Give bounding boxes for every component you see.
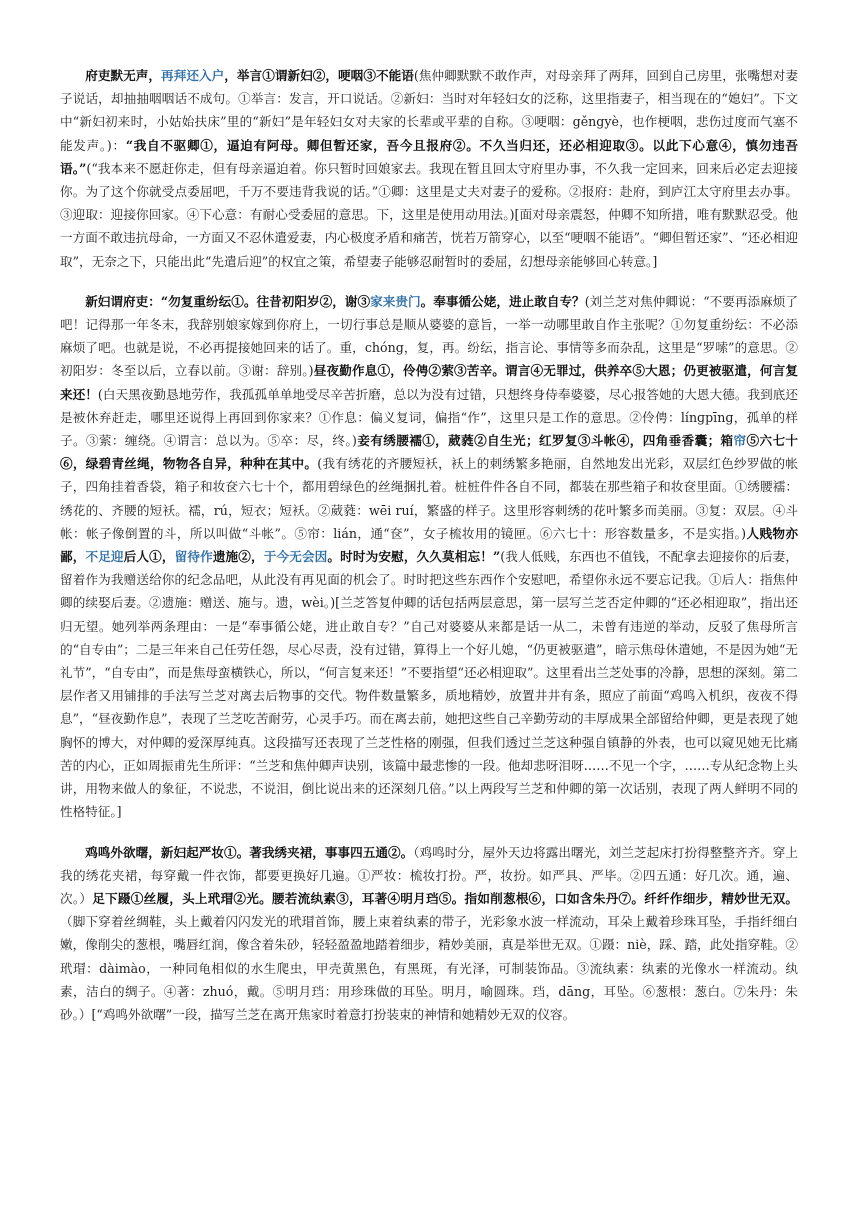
highlighted-phrase: 再拜还入户	[161, 68, 225, 83]
verse-text: ⑤六七十⑥，绿碧青丝绳，物物各自异，种种在其中。	[60, 433, 799, 472]
highlighted-phrase: 帘	[733, 433, 747, 449]
verse-text: 府吏默无声，	[85, 68, 162, 83]
annotation-text: (白天黑夜勤恳地劳作，我孤孤单单地受尽辛苦折磨，总以为没有过错，只想终身侍奉婆婆，尽心报答她的大恩大德。我到底还是被休弃赶走，哪里还说得上再回到你家来？①作息：偏义复词，偏指“作”，这里只是工作的意思。②伶俜：línɡpīnɡ，孤单的样子。③萦：缠绕。④谓言：总以为。⑤卒：尽，终。)	[60, 386, 798, 449]
verse-text: 鸡鸣外欲曙，新妇起严妆①。著我绣夹裙，事事四五通②。	[85, 844, 414, 860]
verse-text: 足下蹑①丝履，头上玳瑁②光。腰若流纨素③，耳著④明月珰⑤。指如削葱根⑥，口如含朱丹⑦。纤纤作细步，精妙世无双。	[92, 890, 799, 906]
annotation-text: (我人低贱，东西也不值钱，不配拿去迎接你的后妻，留着作为我赠送给你的纪念品吧，从此没有再见面的机会了。时时把这些东西作个安慰吧，希望你永远不要忘记我。①后人：指焦仲卿的续娶后妻。②遗施：赠送、施与。遗，wèi。)[兰芝答复仲卿的话包括两层意思，第一层写兰芝否定仲卿的“还必相迎取”，指出还归无望。她列举两条理由：一是“奉事循公姥，进止敢自专？”自己对婆婆从来都是话一从二，未曾有违逆的举动，反驳了焦母所言的“自专由”；二是三年来自己任劳任怨，尽心尽责，没有过错，算得上一个好儿媳，“仍更被驱遣”，暗示焦母休遣她，不是因为她“无礼节”，“自专由”，而是焦母蛮横铁心，所以，“何言复来还！”不要指望“还必相迎取”。这里看出兰芝处事的冷静，思想的深刻。第二层作者又用铺排的手法写兰芝对离去后物事的交代。物件数量繁多，质地精妙，放置井井有条，照应了前面“鸡鸣入机织，夜夜不得息”，“昼夜勤作息”，表现了兰芝吃苦耐劳，心灵手巧。而在离去前，她把这些自己辛勤劳动的丰厚成果全部留给仲卿，更是表现了她胸怀的博大，对仲卿的爱深厚纯真。这段描写还表现了兰芝性格的刚强，但我们透过兰芝这种强自镇静的外表，也可以窥见她无比痛苦的内心，正如周振甫先生所评：“兰芝和焦仲卿声诀别，该篇中最悲惨的一段。他却悲呀泪呀……不见一个字，……专从纪念物上头讲，用物来做人的象征，不说悲，不说泪，倒比说出来的还深刻几倍。”以上两段写兰芝和仲卿的第一次话别，表现了两人鲜明不同的性格特征。]	[60, 549, 799, 820]
annotation-text: (“我本来不愿赶你走，但有母亲逼迫着。你只暂时回娘家去。我现在暂且回太守府里办事，不久我一定回来，回来后必定去迎接你。为了这个你就受点委屈吧，千万不要违背我说的话。”①卿：这里是丈夫对妻子的爱称。②报府：赴府，到庐江太守府里去办事。③迎取：迎接你回家。④下心意：有耐心受委屈的意思。下，这里是使用动用法。)[面对母亲震怒，仲卿不知所措，唯有默默忍受。他一方面不敢违抗母命，一方面又不忍休遣爱妻，内心极度矛盾和痛苦，恍若万箭穿心，以至“哽咽不能语”。“卿但暂还家”、“还必相迎取”，无奈之下，只能出此“先遣后迎”的权宜之策，希望妻子能够忍耐暂时的委屈，幻想母亲能够回心转意。]	[60, 160, 798, 269]
verse-text: 人贱物亦鄙，	[60, 525, 799, 565]
document-body	[60, 64, 798, 1043]
annotation-text: （鸡鸣时分，屋外天边将露出曙光，刘兰芝起床打扮得整整齐齐。穿上我的绣花夹裙，每穿戴一件衣饰，都要更换好几遍。①严妆：梳妆打扮。严，妆扮。如严具、严毕。②四五通：好几次。通，遍、次。）	[60, 844, 799, 906]
verse-text: 遗施②，	[212, 549, 264, 565]
verse-text: 新妇谓府吏：“勿复重纷纭①。往昔初阳岁②，谢③	[85, 293, 371, 309]
highlighted-phrase: 不足迎	[85, 549, 124, 565]
highlighted-phrase: 于今无会因	[263, 549, 328, 565]
verse-text: 。奉事循公姥，进止敢自专？	[420, 293, 585, 309]
highlighted-phrase: 家来贵门	[370, 293, 421, 309]
verse-text: “我自不驱卿①，逼迫有阿母。卿但暂还家，吾今且报府②。不久当归还，还必相迎取③。以此下心意④，慎勿违吾语。”	[60, 137, 798, 176]
verse-text: 妾有绣腰襦①，葳蕤②自生光；红罗复③斗帐④，四角垂香囊；箱	[356, 433, 734, 449]
verse-text: 。时时为安慰，久久莫相忘！”	[327, 549, 501, 565]
annotation-text: (我有绣花的齐腰短袄，袄上的刺绣繁多艳丽，自然地发出光彩，双层红色纱罗做的帐子，四角挂着香袋，箱子和妆奁六七十个，都用碧绿色的丝绳捆扎着。桩桩件件各自不同，都装在那些箱子和妆奁里面。①绣腰襦：绣花的、齐腰的短袄。襦，rú，短衣；短袄。②葳蕤：wēi ruí，繁盛的样子。这里形容刺绣的花叶繁多而美丽。③复：双层。④斗帐：帐子像倒置的斗，所以叫做“斗帐”。⑤帘：lián，通“奁”，女子梳妆用的镜匣。⑥六七十：形容数量多，不是实指。)	[60, 456, 799, 541]
paragraph	[60, 290, 798, 824]
annotation-text: (刘兰芝对焦仲卿说：“不要再添麻烦了吧！记得那一年冬末，我辞别娘家嫁到你府上，一切行事总是顺从婆婆的意旨，一举一动哪里敢自作主张呢？①勿复重纷纭：不必添麻烦了吧。也就是说，不必再提接她回来的话了。重，chóng，复，再。纷纭，指言论、事情等多而杂乱，这里是“罗嗦”的意思。②初阳岁：冬至以后，立春以前。③谢：辞别。)	[60, 293, 799, 379]
verse-text: ，举言①谓新妇②，哽咽③不能语	[224, 68, 414, 83]
paragraph	[60, 841, 798, 1027]
annotation-text: (焦仲卿默默不敢作声，对母亲拜了两拜，回到自己房里，张嘴想对妻子说话，却抽抽咽咽话不成句。①举言：发言，开口说话。②新妇：当时对年轻妇女的泛称，这里指妻子，相当现在的“媳妇”。下文中“新妇初来时，小姑始扶床”里的“新妇”是年轻妇女对夫家的长辈或平辈的自称。③哽咽：gěngyè，也作梗咽，悲伤过度而气塞不能发声。)：	[60, 68, 799, 153]
annotation-text: （脚下穿着丝绸鞋，头上戴着闪闪发光的玳瑁首饰，腰上束着纨素的带子，光彩象水波一样流动，耳朵上戴着珍珠耳坠，手指纤细白嫩，像削尖的葱根，嘴唇红润，像含着朱砂，轻轻盈盈地踏着细步，精妙美丽，真是举世无双。①蹑：niè，踩、踏，此处指穿鞋。②玳瑁：dàimào，一种同龟相似的水生爬虫，甲壳黄黑色，有黑斑，有光泽，可制装饰品。③流纨素：纨素的光像水一样流动。纨素，洁白的绸子。④著：zhuó，戴。⑤明月珰：用珍珠做的耳坠。明月，喻圆珠。珰，dāng，耳坠。⑥葱根：葱白。⑦朱丹：朱砂。）[“鸡鸣外欲曙”一段，描写兰芝在离开焦家时着意打扮装束的神情和她精妙无双的仪容。	[60, 914, 798, 1022]
highlighted-phrase: 留待作	[174, 549, 213, 565]
verse-text: 后人①，	[123, 549, 175, 565]
verse-text: 昼夜勤作息①，伶俜②萦③苦辛。谓言④无罪过，供养卒⑤大恩；仍更被驱遣，何言复来还！	[60, 363, 798, 402]
paragraph	[60, 64, 798, 273]
